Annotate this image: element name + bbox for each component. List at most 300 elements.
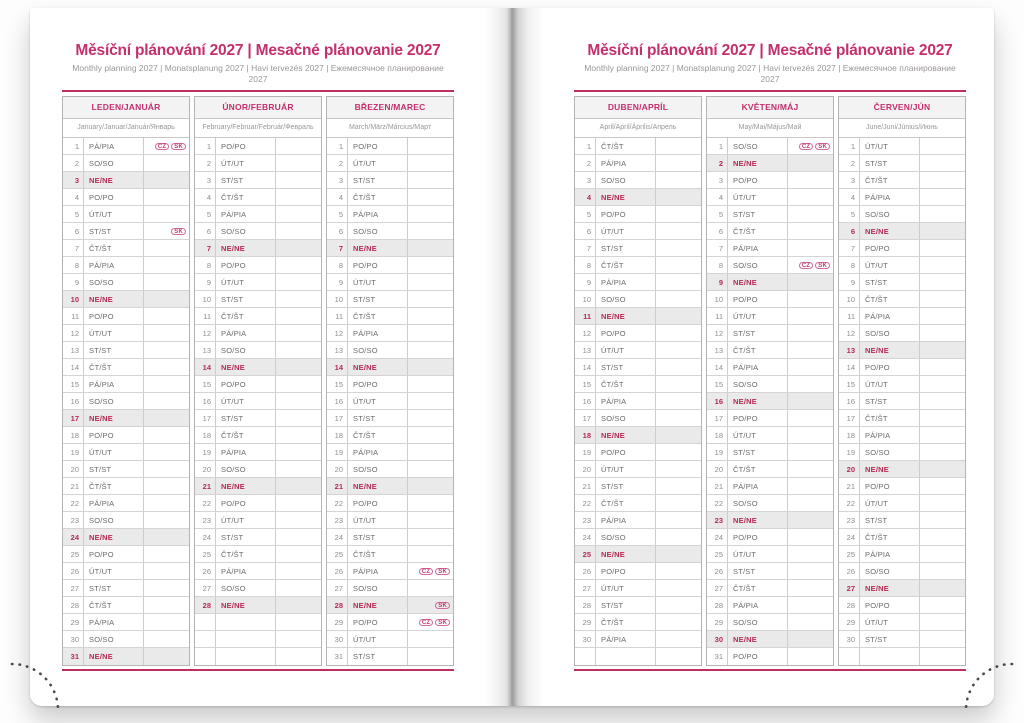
weekday-label: PO/PO: [348, 257, 408, 273]
day-row: [575, 376, 701, 393]
notes-cell: [656, 427, 701, 443]
month-table-april: [574, 96, 702, 666]
notes-cell: [144, 308, 189, 324]
day-number: 28: [195, 597, 216, 613]
weekday-label: ČT/ŠT: [84, 359, 144, 375]
day-row: [63, 308, 189, 325]
notes-cell: [788, 325, 833, 341]
day-number: 4: [839, 189, 860, 205]
day-number: 17: [575, 410, 596, 426]
day-number: 30: [63, 631, 84, 647]
notes-cell: [656, 580, 701, 596]
weekday-label: ÚT/UT: [348, 512, 408, 528]
day-number: 19: [327, 444, 348, 460]
weekday-label: ČT/ŠT: [596, 257, 656, 273]
weekday-label: PÁ/PIA: [216, 444, 276, 460]
weekday-label: NE/NE: [84, 529, 144, 545]
day-number: 17: [839, 410, 860, 426]
day-number: 29: [575, 614, 596, 630]
day-number: 26: [195, 563, 216, 579]
notes-cell: [920, 614, 965, 630]
notes-cell: [408, 546, 453, 562]
day-number: 23: [839, 512, 860, 528]
day-number: 20: [707, 461, 728, 477]
day-row: [327, 308, 453, 325]
notes-cell: [656, 206, 701, 222]
day-row: [575, 512, 701, 529]
notes-cell: [408, 172, 453, 188]
month-name: LEDEN/JANUÁR: [63, 97, 189, 119]
day-row: [327, 393, 453, 410]
notes-cell: [656, 631, 701, 647]
day-row: [63, 240, 189, 257]
notes-cell: [920, 172, 965, 188]
weekday-label: SO/SO: [860, 206, 920, 222]
weekday-label: PO/PO: [216, 257, 276, 273]
day-number: 9: [839, 274, 860, 290]
empty-row: [575, 648, 701, 665]
notes-cell: [276, 359, 321, 375]
day-number: 16: [327, 393, 348, 409]
weekday-label: ST/ST: [596, 240, 656, 256]
notes-cell: [408, 444, 453, 460]
day-number: 1: [839, 138, 860, 154]
weekday-label: SO/SO: [860, 325, 920, 341]
weekday-label: ÚT/UT: [728, 308, 788, 324]
day-number: 17: [195, 410, 216, 426]
weekday-label: SO/SO: [348, 580, 408, 596]
day-row: [327, 597, 453, 614]
weekday-label: ST/ST: [728, 325, 788, 341]
weekday-label: PÁ/PIA: [728, 597, 788, 613]
day-row: [195, 189, 321, 206]
weekday-label: SO/SO: [84, 155, 144, 171]
notes-cell: [144, 427, 189, 443]
notes-cell: [144, 189, 189, 205]
day-row: [839, 512, 965, 529]
day-number: 16: [63, 393, 84, 409]
day-row: [63, 512, 189, 529]
day-number: 30: [327, 631, 348, 647]
day-number: 11: [327, 308, 348, 324]
day-row: [327, 138, 453, 155]
day-row: [327, 648, 453, 665]
day-row: [327, 478, 453, 495]
notes-cell: [276, 614, 321, 630]
weekday-label: PÁ/PIA: [84, 614, 144, 630]
weekday-label: ÚT/UT: [348, 631, 408, 647]
weekday-label: PÁ/PIA: [728, 240, 788, 256]
weekday-label: NE/NE: [596, 308, 656, 324]
day-row: [63, 342, 189, 359]
day-number: 10: [327, 291, 348, 307]
day-number: 25: [575, 546, 596, 562]
notes-cell: [408, 189, 453, 205]
weekday-label: ST/ST: [860, 155, 920, 171]
day-number: 13: [63, 342, 84, 358]
weekday-label: ČT/ŠT: [348, 308, 408, 324]
day-number: 21: [327, 478, 348, 494]
notes-cell: [144, 495, 189, 511]
notes-cell: [276, 274, 321, 290]
day-row: [195, 563, 321, 580]
weekday-label: PÁ/PIA: [216, 563, 276, 579]
day-row: [327, 206, 453, 223]
day-row: [63, 597, 189, 614]
notes-cell: [408, 512, 453, 528]
day-number: 5: [63, 206, 84, 222]
day-row: [839, 257, 965, 274]
weekday-label: PO/PO: [728, 529, 788, 545]
month-table-january: [62, 96, 190, 666]
notes-cell: [788, 206, 833, 222]
weekday-label: SO/SO: [84, 631, 144, 647]
weekday-label: PÁ/PIA: [84, 257, 144, 273]
day-row: [195, 461, 321, 478]
day-row: [327, 223, 453, 240]
day-row: [195, 206, 321, 223]
day-row: [839, 291, 965, 308]
notes-cell: [788, 308, 833, 324]
weekday-label: NE/NE: [348, 478, 408, 494]
day-number: 12: [63, 325, 84, 341]
notes-cell: [788, 223, 833, 239]
notes-cell: [656, 189, 701, 205]
weekday-label: PO/PO: [596, 325, 656, 341]
weekday-label: ČT/ŠT: [348, 427, 408, 443]
day-row: [707, 342, 833, 359]
day-row: [63, 376, 189, 393]
month-languages: March/März/Március/Март: [327, 119, 453, 138]
planner-spread: [30, 8, 994, 706]
day-number: 14: [575, 359, 596, 375]
day-row: [707, 257, 833, 274]
day-number: 30: [575, 631, 596, 647]
day-row: [707, 631, 833, 648]
day-row: [63, 206, 189, 223]
day-number: 15: [63, 376, 84, 392]
weekday-label: ST/ST: [860, 631, 920, 647]
day-row: [63, 427, 189, 444]
notes-cell: [788, 291, 833, 307]
day-number: 28: [63, 597, 84, 613]
day-number: 15: [575, 376, 596, 392]
notes-cell: [656, 648, 701, 665]
notes-cell: [276, 155, 321, 171]
weekday-label: PÁ/PIA: [860, 427, 920, 443]
weekday-label: PO/PO: [84, 427, 144, 443]
month-languages: May/Mai/Május/Май: [707, 119, 833, 138]
day-row: [63, 529, 189, 546]
notes-cell: [920, 325, 965, 341]
day-row: [327, 274, 453, 291]
notes-cell: [144, 478, 189, 494]
weekday-label: PÁ/PIA: [860, 546, 920, 562]
notes-cell: [920, 512, 965, 528]
weekday-label: ST/ST: [84, 223, 144, 239]
weekday-label: PO/PO: [860, 597, 920, 613]
weekday-label: PÁ/PIA: [596, 393, 656, 409]
notes-cell: [656, 478, 701, 494]
weekday-label: ÚT/UT: [596, 342, 656, 358]
notes-cell: [408, 240, 453, 256]
day-number: 7: [575, 240, 596, 256]
day-row: [707, 393, 833, 410]
day-row: [195, 172, 321, 189]
day-number: 23: [707, 512, 728, 528]
day-row: [63, 478, 189, 495]
weekday-label: ÚT/UT: [348, 274, 408, 290]
weekday-label: ČT/ŠT: [728, 223, 788, 239]
notes-cell: [656, 461, 701, 477]
notes-cell: [788, 495, 833, 511]
day-number: 14: [195, 359, 216, 375]
day-row: [839, 614, 965, 631]
weekday-label: ČT/ŠT: [860, 529, 920, 545]
weekday-label: ČT/ŠT: [860, 410, 920, 426]
notes-cell: [920, 291, 965, 307]
notes-cell: [144, 172, 189, 188]
weekday-label: ÚT/UT: [728, 427, 788, 443]
day-number: 19: [575, 444, 596, 460]
day-row: [839, 274, 965, 291]
notes-cell: [656, 308, 701, 324]
weekday-label: PÁ/PIA: [216, 325, 276, 341]
day-number: 18: [575, 427, 596, 443]
day-number: 22: [195, 495, 216, 511]
day-row: [839, 342, 965, 359]
weekday-label: NE/NE: [860, 461, 920, 477]
month-languages: April/April/Április/Апрель: [575, 119, 701, 138]
notes-cell: [788, 563, 833, 579]
notes-cell: [144, 359, 189, 375]
day-number: 27: [195, 580, 216, 596]
day-row: [327, 155, 453, 172]
weekday-label: ČT/ŠT: [84, 240, 144, 256]
weekday-label: NE/NE: [728, 393, 788, 409]
notes-cell: [920, 189, 965, 205]
day-row: [575, 393, 701, 410]
perforation-dots-icon: [952, 656, 1012, 716]
weekday-label: ÚT/UT: [596, 223, 656, 239]
notes-cell: [788, 172, 833, 188]
weekday-label: ČT/ŠT: [728, 580, 788, 596]
day-row: [839, 529, 965, 546]
day-row: [575, 631, 701, 648]
notes-cell: [788, 274, 833, 290]
notes-cell: [788, 376, 833, 392]
day-number: 10: [195, 291, 216, 307]
day-row: [707, 444, 833, 461]
day-number: 23: [63, 512, 84, 528]
notes-cell: [408, 427, 453, 443]
notes-cell: [144, 512, 189, 528]
notes-cell: [408, 325, 453, 341]
sk-holiday-badge: SK: [435, 568, 450, 575]
notes-cell: [788, 359, 833, 375]
day-row: [63, 614, 189, 631]
day-row: [327, 189, 453, 206]
day-number: 18: [63, 427, 84, 443]
day-number: 5: [195, 206, 216, 222]
notes-cell: [276, 478, 321, 494]
day-number: 24: [839, 529, 860, 545]
day-number: 14: [63, 359, 84, 375]
notes-cell: [144, 257, 189, 273]
weekday-label: NE/NE: [728, 155, 788, 171]
weekday-label: SO/SO: [728, 257, 788, 273]
notes-cell: [920, 597, 965, 613]
weekday-label: ST/ST: [348, 648, 408, 665]
day-number: 9: [327, 274, 348, 290]
weekday-label: PÁ/PIA: [728, 359, 788, 375]
notes-cell: [276, 648, 321, 665]
notes-cell: [408, 461, 453, 477]
day-row: [63, 325, 189, 342]
notes-cell: [408, 393, 453, 409]
day-row: [575, 529, 701, 546]
month-table-march: [326, 96, 454, 666]
day-number: 15: [707, 376, 728, 392]
day-row: [327, 410, 453, 427]
day-row: [839, 308, 965, 325]
day-number: 27: [327, 580, 348, 596]
day-row: [195, 376, 321, 393]
day-row: [63, 393, 189, 410]
day-row: [195, 580, 321, 597]
notes-cell: [656, 172, 701, 188]
day-row: [63, 172, 189, 189]
notes-cell: [408, 495, 453, 511]
weekday-label: PÁ/PIA: [348, 563, 408, 579]
empty-row: [839, 648, 965, 665]
day-number: 20: [839, 461, 860, 477]
notes-cell: [920, 495, 965, 511]
notes-cell: [276, 223, 321, 239]
notes-cell: [408, 376, 453, 392]
day-row: [327, 359, 453, 376]
day-number: 25: [63, 546, 84, 562]
weekday-label: ÚT/UT: [348, 155, 408, 171]
notes-cell: [408, 291, 453, 307]
notes-cell: [656, 393, 701, 409]
weekday-label: SO/SO: [348, 223, 408, 239]
notes-cell: [144, 631, 189, 647]
weekday-label: ČT/ŠT: [84, 597, 144, 613]
notes-cell: [144, 410, 189, 426]
day-number: 28: [707, 597, 728, 613]
notes-cell: [920, 308, 965, 324]
notes-cell: [276, 342, 321, 358]
notes-cell: [920, 461, 965, 477]
notes-cell: [276, 206, 321, 222]
day-row: [707, 189, 833, 206]
day-number: 26: [707, 563, 728, 579]
day-row: [195, 512, 321, 529]
notes-cell: [276, 240, 321, 256]
notes-cell: [656, 359, 701, 375]
notes-cell: [276, 563, 321, 579]
day-row: [575, 138, 701, 155]
day-row: [575, 495, 701, 512]
notes-cell: [144, 648, 189, 665]
notes-cell: [656, 155, 701, 171]
day-row: [707, 580, 833, 597]
day-number: 24: [327, 529, 348, 545]
weekday-label: PÁ/PIA: [84, 138, 144, 154]
day-number: 25: [839, 546, 860, 562]
notes-cell: [276, 376, 321, 392]
notes-cell: [788, 461, 833, 477]
weekday-label: PO/PO: [728, 410, 788, 426]
notes-cell: [656, 597, 701, 613]
notes-cell: [408, 274, 453, 290]
day-number: 2: [575, 155, 596, 171]
weekday-label: PÁ/PIA: [84, 376, 144, 392]
day-row: [839, 325, 965, 342]
day-number: 29: [839, 614, 860, 630]
weekday-label: NE/NE: [596, 427, 656, 443]
weekday-label: SO/SO: [84, 393, 144, 409]
notes-cell: [788, 597, 833, 613]
notes-cell: [920, 342, 965, 358]
day-row: [707, 376, 833, 393]
notes-cell: [788, 410, 833, 426]
day-row: [575, 461, 701, 478]
notes-cell: [656, 512, 701, 528]
day-number: 3: [195, 172, 216, 188]
day-number: 1: [327, 138, 348, 154]
weekday-label: ST/ST: [348, 529, 408, 545]
day-number: 8: [707, 257, 728, 273]
day-row: [575, 478, 701, 495]
weekday-label: ČT/ŠT: [860, 172, 920, 188]
weekday-label: PO/PO: [596, 206, 656, 222]
day-number: 29: [63, 614, 84, 630]
month-table-june: [838, 96, 966, 666]
day-number: 3: [327, 172, 348, 188]
notes-cell: [920, 359, 965, 375]
day-row: [63, 648, 189, 665]
notes-cell: [656, 614, 701, 630]
weekday-label: SO/SO: [596, 172, 656, 188]
day-number: 21: [707, 478, 728, 494]
day-number: 22: [707, 495, 728, 511]
day-row: [575, 240, 701, 257]
notes-cell: [144, 529, 189, 545]
weekday-label: SO/SO: [728, 138, 788, 154]
notes-cell: [144, 138, 189, 154]
day-row: [327, 614, 453, 631]
day-row: [707, 648, 833, 665]
day-row: [327, 257, 453, 274]
notes-cell: [408, 155, 453, 171]
weekday-label: ÚT/UT: [596, 461, 656, 477]
weekday-label: NE/NE: [84, 291, 144, 307]
day-number: 31: [327, 648, 348, 665]
day-row: [707, 172, 833, 189]
weekday-label: NE/NE: [84, 410, 144, 426]
notes-cell: [276, 410, 321, 426]
notes-cell: [408, 597, 453, 613]
day-number: 21: [839, 478, 860, 494]
day-row: [327, 495, 453, 512]
notes-cell: [788, 138, 833, 154]
day-number: 13: [327, 342, 348, 358]
day-number: 27: [575, 580, 596, 596]
day-row: [839, 138, 965, 155]
notes-cell: [920, 478, 965, 494]
